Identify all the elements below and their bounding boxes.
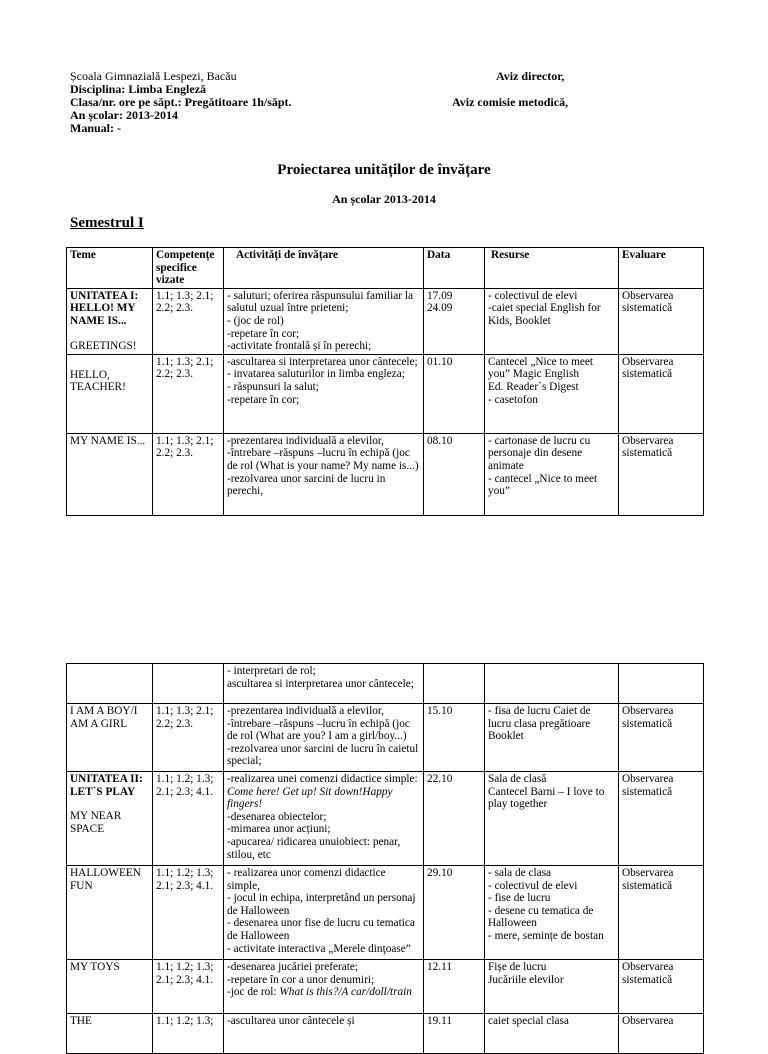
date-item: 19.11 [427, 1015, 452, 1027]
evaluation-cell: Observarea sistematică [619, 866, 704, 960]
evaluation-cell: Observarea sistematică [619, 960, 704, 1014]
evaluation-cell: Observarea sistematică [619, 704, 704, 772]
activity-item: -activitate frontală și în perechi; [227, 340, 372, 353]
resources-cell [485, 1014, 619, 1054]
date-item: 01.10 [427, 355, 453, 368]
theme-title: HELLO, TEACHER! [70, 368, 126, 394]
subject-line: Disciplina: Limba Engleză [70, 82, 207, 96]
theme-title: MY TOYS [70, 961, 120, 973]
activities-cell [224, 704, 424, 772]
date-item: 15.10 [427, 705, 453, 717]
activity-item: - realizarea unor comenzi didactice simple, [227, 867, 386, 892]
resource-item: - colectivul de elevi [488, 289, 578, 302]
activity-item: - desenarea unor fise de lucru cu tematica de Halloween [227, 917, 415, 942]
theme-subtitle: GREETINGS! [70, 339, 137, 352]
resources-cell [485, 433, 619, 515]
resource-item: Ed. Reader`s Digest [488, 380, 579, 393]
activity-item: -repetare în cor; [227, 393, 300, 406]
resource-item: - sala de clasa [488, 867, 552, 879]
date-cell [424, 664, 485, 704]
table-row [67, 433, 704, 515]
resource-item: - colectivul de elevi [488, 879, 578, 892]
activity-commands: Come here! Get up! Sit down!Happy fingers! [227, 785, 393, 811]
planning-table-1 [66, 247, 704, 516]
semester-heading: Semestrul I [70, 215, 144, 231]
page-subtitle: An școlar 2013-2014 [332, 192, 436, 206]
theme-cell [67, 772, 153, 866]
activity-item: -rezolvarea unor sarcini de lucru în caietul special; [227, 742, 419, 768]
activity-item: - răspunsuri la salut; [227, 380, 319, 393]
competences-cell: 1.1; 1.2; 1.3; [153, 1014, 224, 1054]
activities-cell [224, 664, 424, 704]
activity-item: - invatarea saluturilor in limba engleza; [227, 368, 405, 381]
date-cell [424, 1014, 485, 1054]
class-hours-line: Clasa/nr. ore pe săpt.: Pregătitoare 1h/săpt. [70, 95, 292, 109]
evaluation-cell: Observarea sistematică [619, 354, 704, 433]
table-row [67, 704, 704, 772]
activity-item [227, 986, 420, 999]
resources-cell [485, 354, 619, 433]
col-header-evaluation: Evaluare [619, 248, 704, 289]
date-item: 08.10 [427, 434, 453, 447]
theme-cell [67, 354, 153, 433]
competences-cell: 1.1; 1.3; 2.1; 2.2; 2.3. [153, 704, 224, 772]
activities-cell [224, 960, 424, 1014]
director-approval: Aviz director, [496, 69, 565, 83]
resource-item: - desene cu tematica de Halloween [488, 904, 594, 930]
table-row [67, 866, 704, 960]
date-cell [424, 288, 485, 354]
table-row [67, 960, 704, 1014]
commission-approval: Aviz comisie metodică, [452, 95, 569, 109]
date-item: 24.09 [427, 302, 453, 315]
table-row [67, 772, 704, 866]
competences-cell: 1.1; 1.3; 2.1; 2.2; 2.3. [153, 433, 224, 515]
resource-item: - cartonase de lucru cu personaje din desene animate [488, 434, 591, 472]
resources-cell [485, 704, 619, 772]
competences-cell: 1.1; 1.3; 2.1; 2.2; 2.3. [153, 288, 224, 354]
activities-cell [224, 288, 424, 354]
theme-subtitle: MY NEAR SPACE [70, 810, 122, 835]
activities-cell [224, 433, 424, 515]
activity-item: - jocul in echipa, interpretând un personaj de Halloween [227, 892, 416, 917]
activity-item: -repetare în cor; [227, 327, 300, 340]
activity-prefix: -joc de rol: [227, 986, 280, 999]
activity-item: -întrebare –răspuns –lucru în echipă (joc de rol (What are you? I am a girl/boy...) [227, 717, 410, 743]
date-item: 12.11 [427, 961, 452, 973]
activity-item: ascultarea si interpretarea unor cântecele; [227, 677, 414, 690]
col-header-date: Data [424, 248, 485, 289]
evaluation-cell: Observarea sistematică [619, 433, 704, 515]
spacer [70, 798, 149, 810]
resource-item: - cantecel „Nice to meet you” [488, 472, 598, 498]
date-cell [424, 866, 485, 960]
theme-title: HALLOWEEN FUN [70, 867, 141, 892]
activities-cell [224, 354, 424, 433]
evaluation-cell: Observarea [619, 1014, 704, 1054]
theme-title: MY NAME IS... [70, 434, 146, 447]
activity-item: -repetare în cor a unor denumiri; [227, 973, 375, 986]
activity-item: -ascultarea unor cântecele și [227, 1015, 355, 1027]
date-cell [424, 354, 485, 433]
competences-cell: 1.1; 1.3; 2.1; 2.2; 2.3. [153, 354, 224, 433]
theme-cell [67, 288, 153, 354]
competences-cell [153, 664, 224, 704]
col-header-themes: Teme [67, 248, 153, 289]
activities-cell [224, 1014, 424, 1054]
activity-item: - saluturi; oferirea răspunsului familiar la salutul uzual între prieteni; [227, 289, 414, 315]
resource-item: Cantecel „Nice to meet you” Magic English [488, 355, 594, 381]
theme-cell [67, 664, 153, 704]
activity-item: -desenarea obiectelor; [227, 810, 327, 823]
theme-cell [67, 866, 153, 960]
activity-item: -mimarea unor acțiuni; [227, 823, 331, 836]
activity-item: - (joc de rol) [227, 314, 284, 327]
activity-item [227, 773, 420, 811]
resource-item: Sala de clasă [488, 773, 547, 785]
activity-item: -ascultarea si interpretarea unor cântecele; [227, 355, 418, 368]
evaluation-cell: Observarea sistematică [619, 772, 704, 866]
activity-item: -apucarea/ ridicarea unuiobiect: penar, stilou, etc [227, 835, 401, 861]
date-cell [424, 433, 485, 515]
table-row [67, 1014, 704, 1054]
resource-item: - casetofon [488, 393, 538, 406]
resources-cell [485, 866, 619, 960]
theme-title: UNITATEA II: LET`S PLAY [70, 773, 143, 798]
resources-cell [485, 960, 619, 1014]
resource-item: caiet special clasa [488, 1015, 569, 1027]
resources-cell [485, 664, 619, 704]
theme-title: I AM A BOY/I AM A GIRL [70, 705, 138, 730]
activity-prefix: -realizarea unei comenzi didactice simple: [227, 773, 418, 785]
table-header-row [67, 248, 704, 289]
spacer [70, 328, 149, 340]
date-item: 29.10 [427, 867, 453, 879]
competences-cell: 1.1; 1.2; 1.3; 2.1; 2.3; 4.1. [153, 960, 224, 1014]
competences-cell: 1.1; 1.2; 1.3; 2.1; 2.3; 4.1. [153, 866, 224, 960]
evaluation-cell [619, 664, 704, 704]
resource-item: Fișe de lucru [488, 961, 547, 973]
competences-cell: 1.1; 1.2; 1.3; 2.1; 2.3; 4.1. [153, 772, 224, 866]
resource-item: Cantecel Barni – I love to play together [488, 785, 605, 811]
theme-cell [67, 704, 153, 772]
resources-cell [485, 288, 619, 354]
date-cell [424, 704, 485, 772]
resource-item: -caiet special English for Kids, Booklet [488, 302, 601, 327]
school-year-line: An școlar: 2013-2014 [70, 108, 178, 122]
activity-role-phrase: What is this?/A car/doll/train [279, 986, 412, 999]
resource-item: - mere, semințe de bostan [488, 929, 604, 942]
date-item: 22.10 [427, 773, 453, 785]
col-header-resources: Resurse [485, 248, 619, 289]
activity-item: -prezentarea individuală a elevilor, [227, 434, 384, 447]
activity-item: - interpretari de rol; [227, 665, 316, 677]
activity-item: -întrebare –răspuns –lucru în echipă (joc de rol (What is your name? My name is...) [227, 447, 419, 472]
theme-title: THE [70, 1015, 92, 1027]
col-header-activities: Activități de învățare [224, 248, 424, 289]
resources-cell [485, 772, 619, 866]
table-row [67, 288, 704, 354]
activity-item: - activitate interactiva „Merele dinţoase” [227, 942, 411, 955]
resource-item: - fise de lucru [488, 892, 551, 905]
date-item: 17.09 [427, 289, 453, 302]
theme-cell [67, 1014, 153, 1054]
activities-cell [224, 866, 424, 960]
page-title: Proiectarea unităților de învățare [277, 162, 491, 178]
resource-item: - fisa de lucru Caiet de lucru clasa pregătioare Booklet [488, 705, 591, 743]
manual-line: Manual: - [70, 121, 121, 135]
table-row [67, 354, 704, 433]
school-name: Școala Gimnazială Lespezi, Bacău [70, 69, 237, 83]
activity-item: -prezentarea individuală a elevilor, [227, 705, 384, 717]
table-row [67, 664, 704, 704]
theme-cell [67, 960, 153, 1014]
date-cell [424, 960, 485, 1014]
activity-item: -rezolvarea unor sarcini de lucru in perechi, [227, 472, 386, 498]
activities-cell [224, 772, 424, 866]
activity-item: -desenarea jucăriei preferate; [227, 961, 359, 973]
resource-item: Jucăriile elevilor [488, 973, 564, 986]
planning-table-2 [66, 663, 704, 1054]
evaluation-cell: Observarea sistematică [619, 288, 704, 354]
col-header-competences: Competențe specifice vizate [153, 248, 224, 289]
date-cell [424, 772, 485, 866]
theme-title: UNITATEA I: HELLO! MY NAME IS... [70, 289, 139, 327]
theme-cell [67, 433, 153, 515]
